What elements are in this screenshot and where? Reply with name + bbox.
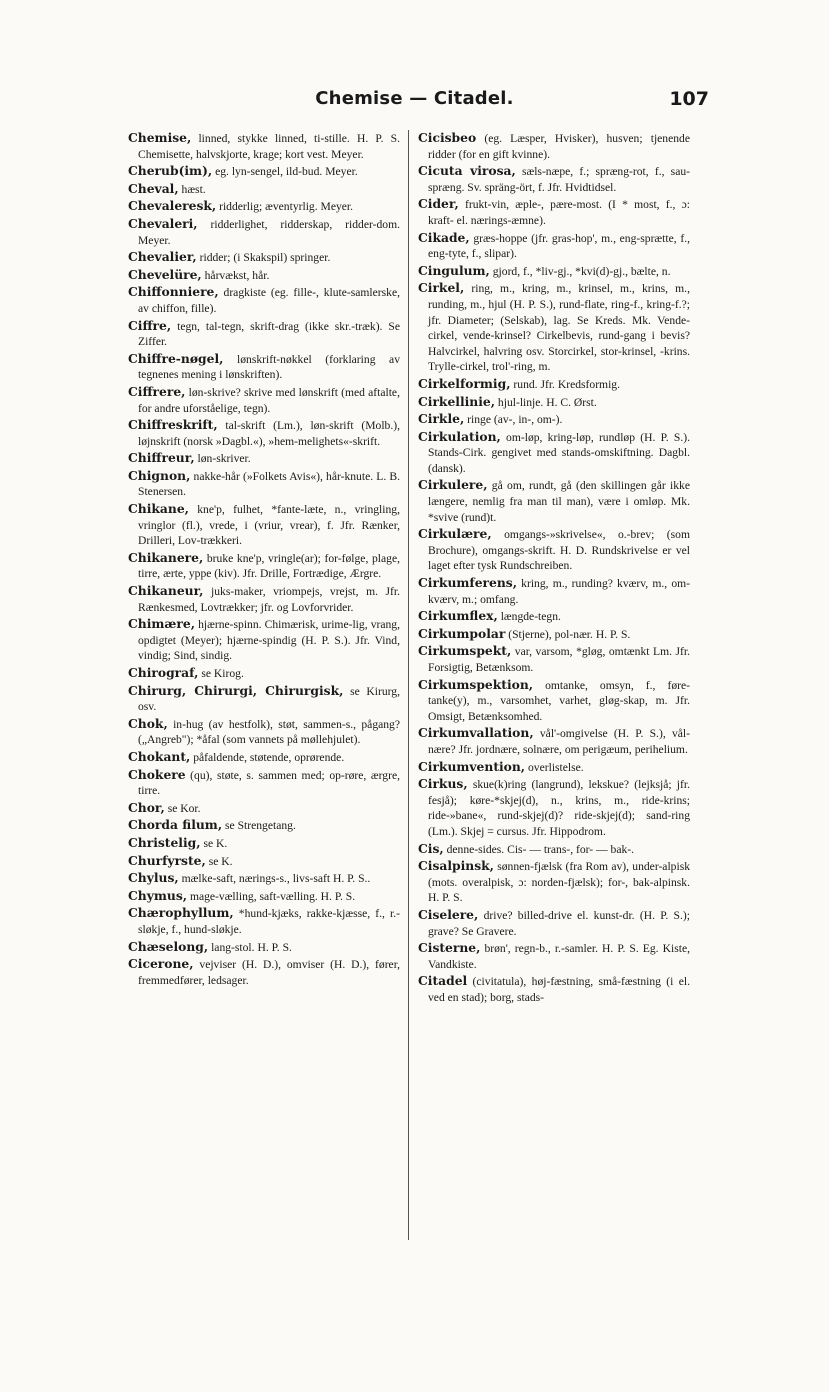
- dictionary-entry: [128, 163, 400, 180]
- dictionary-entry: [418, 907, 690, 939]
- entry-definition: sæls-næpe, f.; spræng-rot, f., sau-spræng. Sv. spräng-ört, f. Jfr. Hvidtidsel.: [428, 165, 690, 194]
- entry-definition: se Kirurg, osv.: [138, 684, 400, 714]
- dictionary-entry: [128, 267, 400, 284]
- entry-definition: omgangs-»skrivelse«, o.-brev; (som Brochure), omgangs-skrift. H. D. Rundskrivelse er vel laget efter tysk Rundschreiben.: [428, 528, 690, 573]
- entry-headword: Chylus,: [128, 870, 179, 886]
- entry-headword: Ciselere,: [418, 906, 479, 922]
- entry-headword: Cirkulære,: [418, 526, 492, 542]
- dictionary-entry: [418, 858, 690, 906]
- entry-definition: frukt-vin, æple-, pære-most. (I * most, f., ɔ: kraft- el. nærings-æmne).: [428, 198, 690, 227]
- column-divider: [408, 130, 409, 1240]
- entry-definition: (civitatula), høj-fæstning, små-fæstning (i el. ved en stad); borg, stads-: [428, 975, 690, 1004]
- entry-headword: Cirkumpolar: [418, 625, 506, 641]
- dictionary-entry: [128, 583, 400, 615]
- entry-headword: Cis,: [418, 840, 444, 856]
- dictionary-entry: [128, 835, 400, 852]
- entry-definition: in-hug (av hestfolk), støt, sammen-s., pågang? („Angreb"); *åfal (som vannets på møllehjulet).: [138, 717, 400, 747]
- entry-definition: brøn', regn-b., r.-samler. H. P. S. Eg. Kiste, Vandkiste.: [428, 942, 690, 971]
- entry-definition: se K.: [208, 854, 233, 868]
- dictionary-entry: [418, 759, 690, 776]
- dictionary-entry: [418, 163, 690, 195]
- dictionary-entry: [128, 888, 400, 905]
- entry-headword: Churfyrste,: [128, 852, 206, 868]
- dictionary-entry: [418, 608, 690, 625]
- entry-definition: drive? billed-drive el. kunst-dr. (H. P. S.); grave? Se Gravere.: [428, 908, 690, 938]
- entry-headword: Christelig,: [128, 834, 201, 850]
- entry-headword: Cicisbeo: [418, 130, 477, 145]
- dictionary-entry: [418, 411, 690, 428]
- entry-definition: hæst.: [181, 182, 206, 196]
- entry-definition: se Strengetang.: [225, 819, 296, 833]
- entry-headword: Chemise,: [128, 130, 192, 145]
- entry-headword: Chymus,: [128, 887, 188, 903]
- dictionary-entry: [128, 767, 400, 799]
- entry-headword: Cirkle,: [418, 411, 465, 427]
- entry-headword: Cicerone,: [128, 956, 194, 972]
- entry-definition: bruke kne'p, vringle(ar); for-følge, plage, tirre, ærte, yppe (kiv). Jfr. Drille, Fortrædige, Ærgre.: [138, 551, 400, 581]
- entry-headword: Chiffreur,: [128, 450, 195, 466]
- dictionary-entry: [418, 230, 690, 262]
- entry-definition: (eg. Læsper, Hvisker), husven; tjenende ridder (for en gift kvinne).: [428, 132, 690, 161]
- entry-headword: Cisalpinsk,: [418, 858, 494, 874]
- dictionary-entry: [418, 526, 690, 574]
- entry-headword: Chikanere,: [128, 549, 204, 565]
- dictionary-entry: [418, 626, 690, 643]
- entry-headword: Chok,: [128, 715, 168, 731]
- entry-definition: juks-maker, vriompejs, vrejst, m. Jfr. Rænkesmed, Lovtrækker; jfr. og Lovforvrider.: [138, 585, 400, 614]
- entry-headword: Cirkel,: [418, 280, 465, 296]
- dictionary-entry: [128, 130, 400, 162]
- entry-definition: skue(k)ring (langrund), lekskue? (lejksjå; jfr. fesjå); køre-*skjej(d), n., krins, m., ride-krins; ride-»bane«, rund-skjej(d)? ride-skjej(d); sand-ring (Lm.). Skjej = cursus. Jfr. Hippodrom.: [428, 778, 690, 838]
- dictionary-entry: [128, 249, 400, 266]
- entry-definition: hårvækst, hår.: [204, 268, 270, 282]
- entry-definition: nakke-hår (»Folkets Avis«), hår-knute. L. B. Stenersen.: [138, 469, 400, 499]
- page-number: 107: [669, 88, 709, 110]
- entry-headword: Chiffonniere,: [128, 284, 219, 300]
- dictionary-entry: [418, 130, 690, 162]
- entry-headword: Chignon,: [128, 467, 191, 483]
- dictionary-entry: [418, 973, 690, 1005]
- entry-headword: Cirkellinie,: [418, 393, 496, 409]
- entry-definition: ridder; (i Skakspil) springer.: [199, 251, 331, 265]
- entry-definition: gå om, rundt, gå (den skillingen går ikke længere, nemlig fra man til man), være i omløp. Mk. *svive (rund)t.: [428, 479, 690, 524]
- entry-definition: gjord, f., *liv-gj., *kvi(d)-gj., bælte, n.: [492, 264, 671, 278]
- entry-headword: Cirkelformig,: [418, 375, 511, 391]
- dictionary-entry: [128, 216, 400, 248]
- entry-headword: Ciffrere,: [128, 383, 186, 399]
- entry-definition: se K.: [203, 836, 228, 850]
- entry-headword: Chærophyllum,: [128, 905, 234, 921]
- entry-definition: rund. Jfr. Kredsformig.: [513, 377, 620, 391]
- entry-headword: Citadel: [418, 973, 468, 989]
- dictionary-entry: [128, 870, 400, 887]
- dictionary-entry: [128, 905, 400, 937]
- entry-definition: ridderlighet, ridderskap, ridder-dom. Meyer.: [138, 217, 400, 247]
- entry-headword: Chæselong,: [128, 938, 209, 954]
- dictionary-entry: [128, 853, 400, 870]
- entry-definition: om-løp, kring-løp, rundløp (H. P. S.). Stands-Cirk. gengivet med stands-omskiftning. Dagbl. (dansk).: [428, 430, 690, 475]
- dictionary-entry: [128, 351, 400, 383]
- entry-headword: Chikane,: [128, 501, 189, 517]
- dictionary-entry: [128, 665, 400, 682]
- entry-definition: vål'-omgivelse (H. P. S.), vål-nære? Jfr. jordnære, solnære, om perigæum, perihelium.: [428, 727, 690, 756]
- entry-definition: denne-sides. Cis- — trans-, for- — bak-.: [446, 842, 635, 856]
- dictionary-entry: [128, 956, 400, 988]
- entry-headword: Chirograf,: [128, 665, 199, 680]
- entry-definition: mage-vælling, saft-vælling. H. P. S.: [189, 889, 356, 903]
- dictionary-entry: [418, 477, 690, 525]
- entry-definition: påfaldende, støtende, oprørende.: [193, 750, 345, 764]
- entry-definition: ring, m., kring, m., krinsel, m., krins, m., runding, m., hjul (H. P. S.), rund-flate, ring-f., kring-f.?; jfr. Diameter; (Selskab), lag. Se Kreds. Mk. Vende-cirkel, vende-krinsel? Cirkelbevis, rund-gang i bevis? Halvcirkel, halvring osv. Storcirkel, stor-krinsel, -krins. Trylle-cirkel, trol'-ring, m.: [428, 282, 690, 374]
- entry-definition: kring, m., runding? kværv, m., om-kværv, m.; omfang.: [428, 577, 690, 606]
- entry-definition: var, varsom, *gløg, omtænkt Lm. Jfr. Forsigtig, Betænksom.: [428, 645, 690, 674]
- dictionary-entry: [128, 501, 400, 549]
- dictionary-entry: [128, 716, 400, 748]
- entry-headword: Ciffre,: [128, 317, 172, 333]
- dictionary-entry: [128, 817, 400, 834]
- dictionary-entry: [128, 284, 400, 316]
- dictionary-entry: [128, 468, 400, 500]
- entry-headword: Cirkumvention,: [418, 758, 526, 774]
- entry-headword: Cheval,: [128, 180, 179, 196]
- dictionary-entry: [128, 550, 400, 582]
- left-column: [128, 130, 400, 1240]
- dictionary-entry: [128, 384, 400, 416]
- entry-definition: hjærne-spinn. Chimærisk, urime-lig, vrang, opdigtet (Meyer); hjærne-spindig (H. P. S.). Jfr. Vind, vindig; Sind, sindig.: [138, 618, 400, 663]
- entry-headword: Chimære,: [128, 616, 195, 632]
- entry-headword: Chokere: [128, 766, 186, 782]
- entry-definition: sønnen-fjælsk (fra Rom av), under-alpisk (mots. overalpisk, ɔ: norden-fjælsk); for-, bak-alpinsk. H. P. S.: [428, 860, 690, 905]
- entry-headword: Cirkumvallation,: [418, 725, 534, 741]
- dictionary-entry: [128, 939, 400, 956]
- entry-definition: løn-skriver.: [197, 452, 251, 466]
- dictionary-entry: [418, 575, 690, 607]
- dictionary-entry: [128, 749, 400, 766]
- entry-definition: se Kor.: [167, 801, 201, 815]
- dictionary-entry: [128, 800, 400, 817]
- entry-headword: Chevaleresk,: [128, 198, 217, 214]
- entry-definition: omtanke, omsyn, f., føre-tanke(y), m., varsomhet, varhet, gløg-skap, m. Jfr. Omsigt, Betænksomhed.: [428, 678, 690, 723]
- entry-definition: kne'p, fulhet, *fante-læte, n., vringling, vringlor (fl.), vrede, i (vriur, vrear), f. Jfr. Rænker, Drilleri, Lov-trækkeri.: [138, 503, 400, 548]
- dictionary-entry: [128, 450, 400, 467]
- entry-definition: mælke-saft, nærings-s., livs-saft H. P. S..: [181, 872, 371, 886]
- dictionary-entry: [418, 841, 690, 858]
- entry-definition: tal-skrift (Lm.), løn-skrift (Molb.), løjnskrift (norsk »Dagbl.«), »hem-melighets«-skrift.: [138, 419, 400, 448]
- entry-definition: eg. lyn-sengel, ild-bud. Meyer.: [215, 165, 358, 179]
- entry-headword: Cirkumspektion,: [418, 676, 534, 692]
- entry-definition: ringe (av-, in-, om-).: [467, 413, 563, 427]
- entry-headword: Cirkulere,: [418, 477, 488, 493]
- entry-headword: Chiffreskrift,: [128, 417, 218, 433]
- page-header: [0, 88, 829, 116]
- entry-headword: Chor,: [128, 799, 165, 815]
- dictionary-entry: [418, 280, 690, 375]
- entry-headword: Cirkus,: [418, 776, 468, 792]
- entry-definition: længde-tegn.: [500, 610, 561, 624]
- entry-headword: Chevalier,: [128, 249, 197, 265]
- dictionary-entry: [418, 394, 690, 411]
- entry-definition: dragkiste (eg. fille-, klute-samlerske, av chiffon, fille).: [138, 286, 400, 315]
- entry-definition: ridderlig; æventyrlig. Meyer.: [219, 200, 354, 214]
- dictionary-entry: [418, 196, 690, 228]
- running-title: Chemise — Citadel.: [315, 88, 514, 109]
- entry-headword: Cisterne,: [418, 940, 481, 956]
- dictionary-entry: [128, 181, 400, 198]
- entry-definition: lønskrift-nøkkel (forklaring av tegnenes mening i lønskriften).: [138, 352, 400, 382]
- dictionary-entry: [128, 198, 400, 215]
- entry-headword: Cicuta virosa,: [418, 163, 516, 179]
- entry-definition: linned, stykke linned, ti-stille. H. P. S. Chemisette, halvskjorte, krage; kort vest. Meyer.: [138, 132, 400, 161]
- entry-definition: (qu), støte, s. sammen med; op-røre, ærgre, tirre.: [138, 768, 400, 798]
- entry-headword: Chiffre-nøgel,: [128, 350, 224, 366]
- dictionary-columns: [128, 130, 710, 1240]
- entry-headword: Cirkulation,: [418, 428, 501, 444]
- right-column: [418, 130, 690, 1240]
- dictionary-entry: [128, 616, 400, 664]
- entry-headword: Cider,: [418, 196, 459, 212]
- dictionary-entry: [128, 417, 400, 449]
- entry-headword: Chirurg, Chirurgi, Chirurgisk,: [128, 682, 344, 698]
- entry-definition: se Kirog.: [201, 667, 244, 680]
- dictionary-entry: [128, 683, 400, 715]
- dictionary-entry: [418, 376, 690, 393]
- entry-headword: Cirkumferens,: [418, 575, 517, 591]
- entry-headword: Chokant,: [128, 748, 191, 764]
- entry-headword: Cikade,: [418, 229, 470, 245]
- entry-headword: Cirkumspekt,: [418, 643, 512, 659]
- dictionary-entry: [418, 677, 690, 725]
- dictionary-entry: [418, 643, 690, 675]
- entry-headword: Cherub(im),: [128, 163, 213, 179]
- entry-headword: Chorda filum,: [128, 817, 223, 833]
- entry-definition: tegn, tal-tegn, skrift-drag (ikke skr.-træk). Se Ziffer.: [138, 319, 400, 349]
- entry-definition: overlistelse.: [528, 760, 584, 774]
- entry-definition: græs-hoppe (jfr. gras-hop', m., eng-sprætte, f., eng-tyte, f., slipar).: [428, 231, 690, 261]
- dictionary-entry: [418, 940, 690, 972]
- dictionary-entry: [418, 776, 690, 839]
- entry-headword: Chevaleri,: [128, 215, 198, 231]
- entry-definition: lang-stol. H. P. S.: [211, 940, 292, 954]
- entry-definition: løn-skrive? skrive med lønskrift (med aftalte, for andre uforståelige, tegn).: [138, 385, 400, 415]
- dictionary-entry: [418, 429, 690, 477]
- entry-headword: Chevelüre,: [128, 266, 202, 282]
- entry-headword: Cirkumflex,: [418, 608, 498, 624]
- dictionary-entry: [128, 318, 400, 350]
- entry-definition: vejviser (H. D.), omviser (H. D.), fører, fremmedfører, ledsager.: [138, 958, 400, 987]
- entry-definition: hjul-linje. H. C. Ørst.: [497, 395, 597, 409]
- entry-headword: Cingulum,: [418, 262, 490, 278]
- dictionary-entry: [418, 725, 690, 757]
- entry-definition: *hund-kjæks, rakke-kjæsse, f., r.-sløkje, f., hund-sløkje.: [138, 907, 400, 936]
- entry-headword: Chikaneur,: [128, 583, 204, 599]
- dictionary-entry: [418, 263, 690, 280]
- entry-definition: (Stjerne), pol-nær. H. P. S.: [508, 627, 631, 641]
